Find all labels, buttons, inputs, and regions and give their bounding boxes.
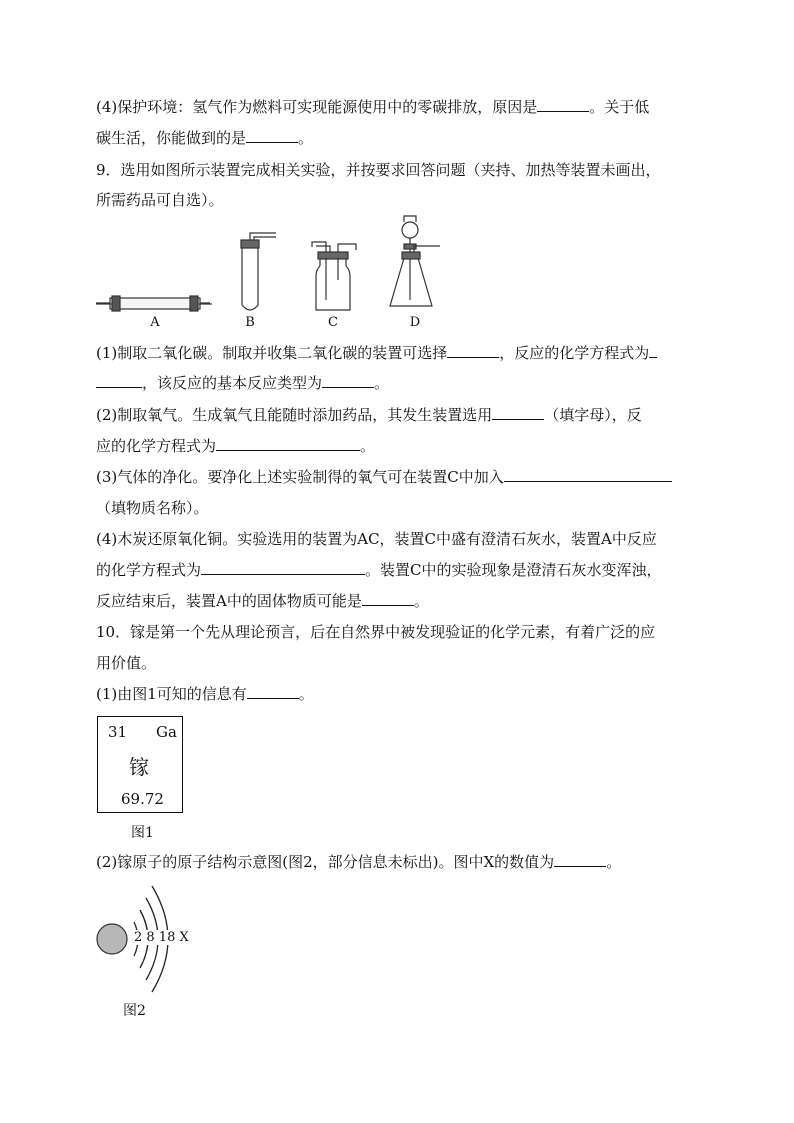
atomic-number: 31 xyxy=(108,723,128,741)
q10-part2-line: (2)镓原子的原子结构示意图(图2，部分信息未标出)。图中X的数值为 。 xyxy=(96,853,622,871)
q9-part4-line3: 反应结束后，装置A中的固体物质可能是 。 xyxy=(96,592,429,610)
q9-part4-line2: 的化学方程式为 。装置C中的实验现象是澄清石灰水变浑浊， xyxy=(96,561,662,579)
apparatus-label-a: A xyxy=(150,315,160,330)
figure2-caption: 图2 xyxy=(123,1003,146,1019)
element-name: 镓 xyxy=(129,755,149,779)
q9-part1-line1: (1)制取二氧化碳。制取并收集二氧化碳的装置可选择 ，反应的化学方程式为 xyxy=(96,343,657,363)
q9-part3-line2: （填物质名称）。 xyxy=(96,499,209,517)
apparatus-label-d: D xyxy=(409,315,421,330)
q9-part4-line1: (4)木炭还原氧化铜。实验选用的装置为AC，装置C中盛有澄清石灰水，装置A中反应 xyxy=(96,530,657,548)
q10-stem-line1: 10．镓是第一个先从理论预言，后在自然界中被发现验证的化学元素，有着广泛的应 xyxy=(96,623,656,641)
figure1-caption: 图1 xyxy=(131,825,154,841)
apparatus-label-b: B xyxy=(245,315,255,330)
q9-stem-line1: 9．选用如图所示装置完成相关实验，并按要求回答问题（夹持、加热等装置未画出， xyxy=(96,161,661,179)
q8-part4-line1: (4)保护环境：氢气作为燃料可实现能源使用中的零碳排放，原因是 。关于低 xyxy=(96,98,650,116)
nucleus xyxy=(97,924,127,954)
q10-part1-line: (1)由图1可知的信息有 。 xyxy=(96,685,314,703)
q9-part3-line1: (3)气体的净化。要净化上述实验制得的氧气可在装置C中加入 xyxy=(96,467,672,487)
q9-stem-line2: 所需药品可自选）。 xyxy=(96,191,224,209)
q8-part4-line2: 碳生活，你能做到的是 。 xyxy=(96,129,314,147)
element-symbol: Ga xyxy=(156,723,177,741)
shell-electron-counts: 2 8 18 X xyxy=(134,930,189,945)
apparatus-label-c: C xyxy=(328,315,338,330)
q9-part2-line1: (2)制取氧气。生成氧气且能随时添加药品，其发生装置选用 （填字母），反 xyxy=(96,406,642,424)
q9-part2-line2: 应的化学方程式为 。 xyxy=(96,437,376,455)
q10-stem-line2: 用价值。 xyxy=(96,654,157,672)
q9-part1-line2: ，该反应的基本反应类型为 。 xyxy=(96,373,389,393)
atomic-mass: 69.72 xyxy=(121,790,164,808)
